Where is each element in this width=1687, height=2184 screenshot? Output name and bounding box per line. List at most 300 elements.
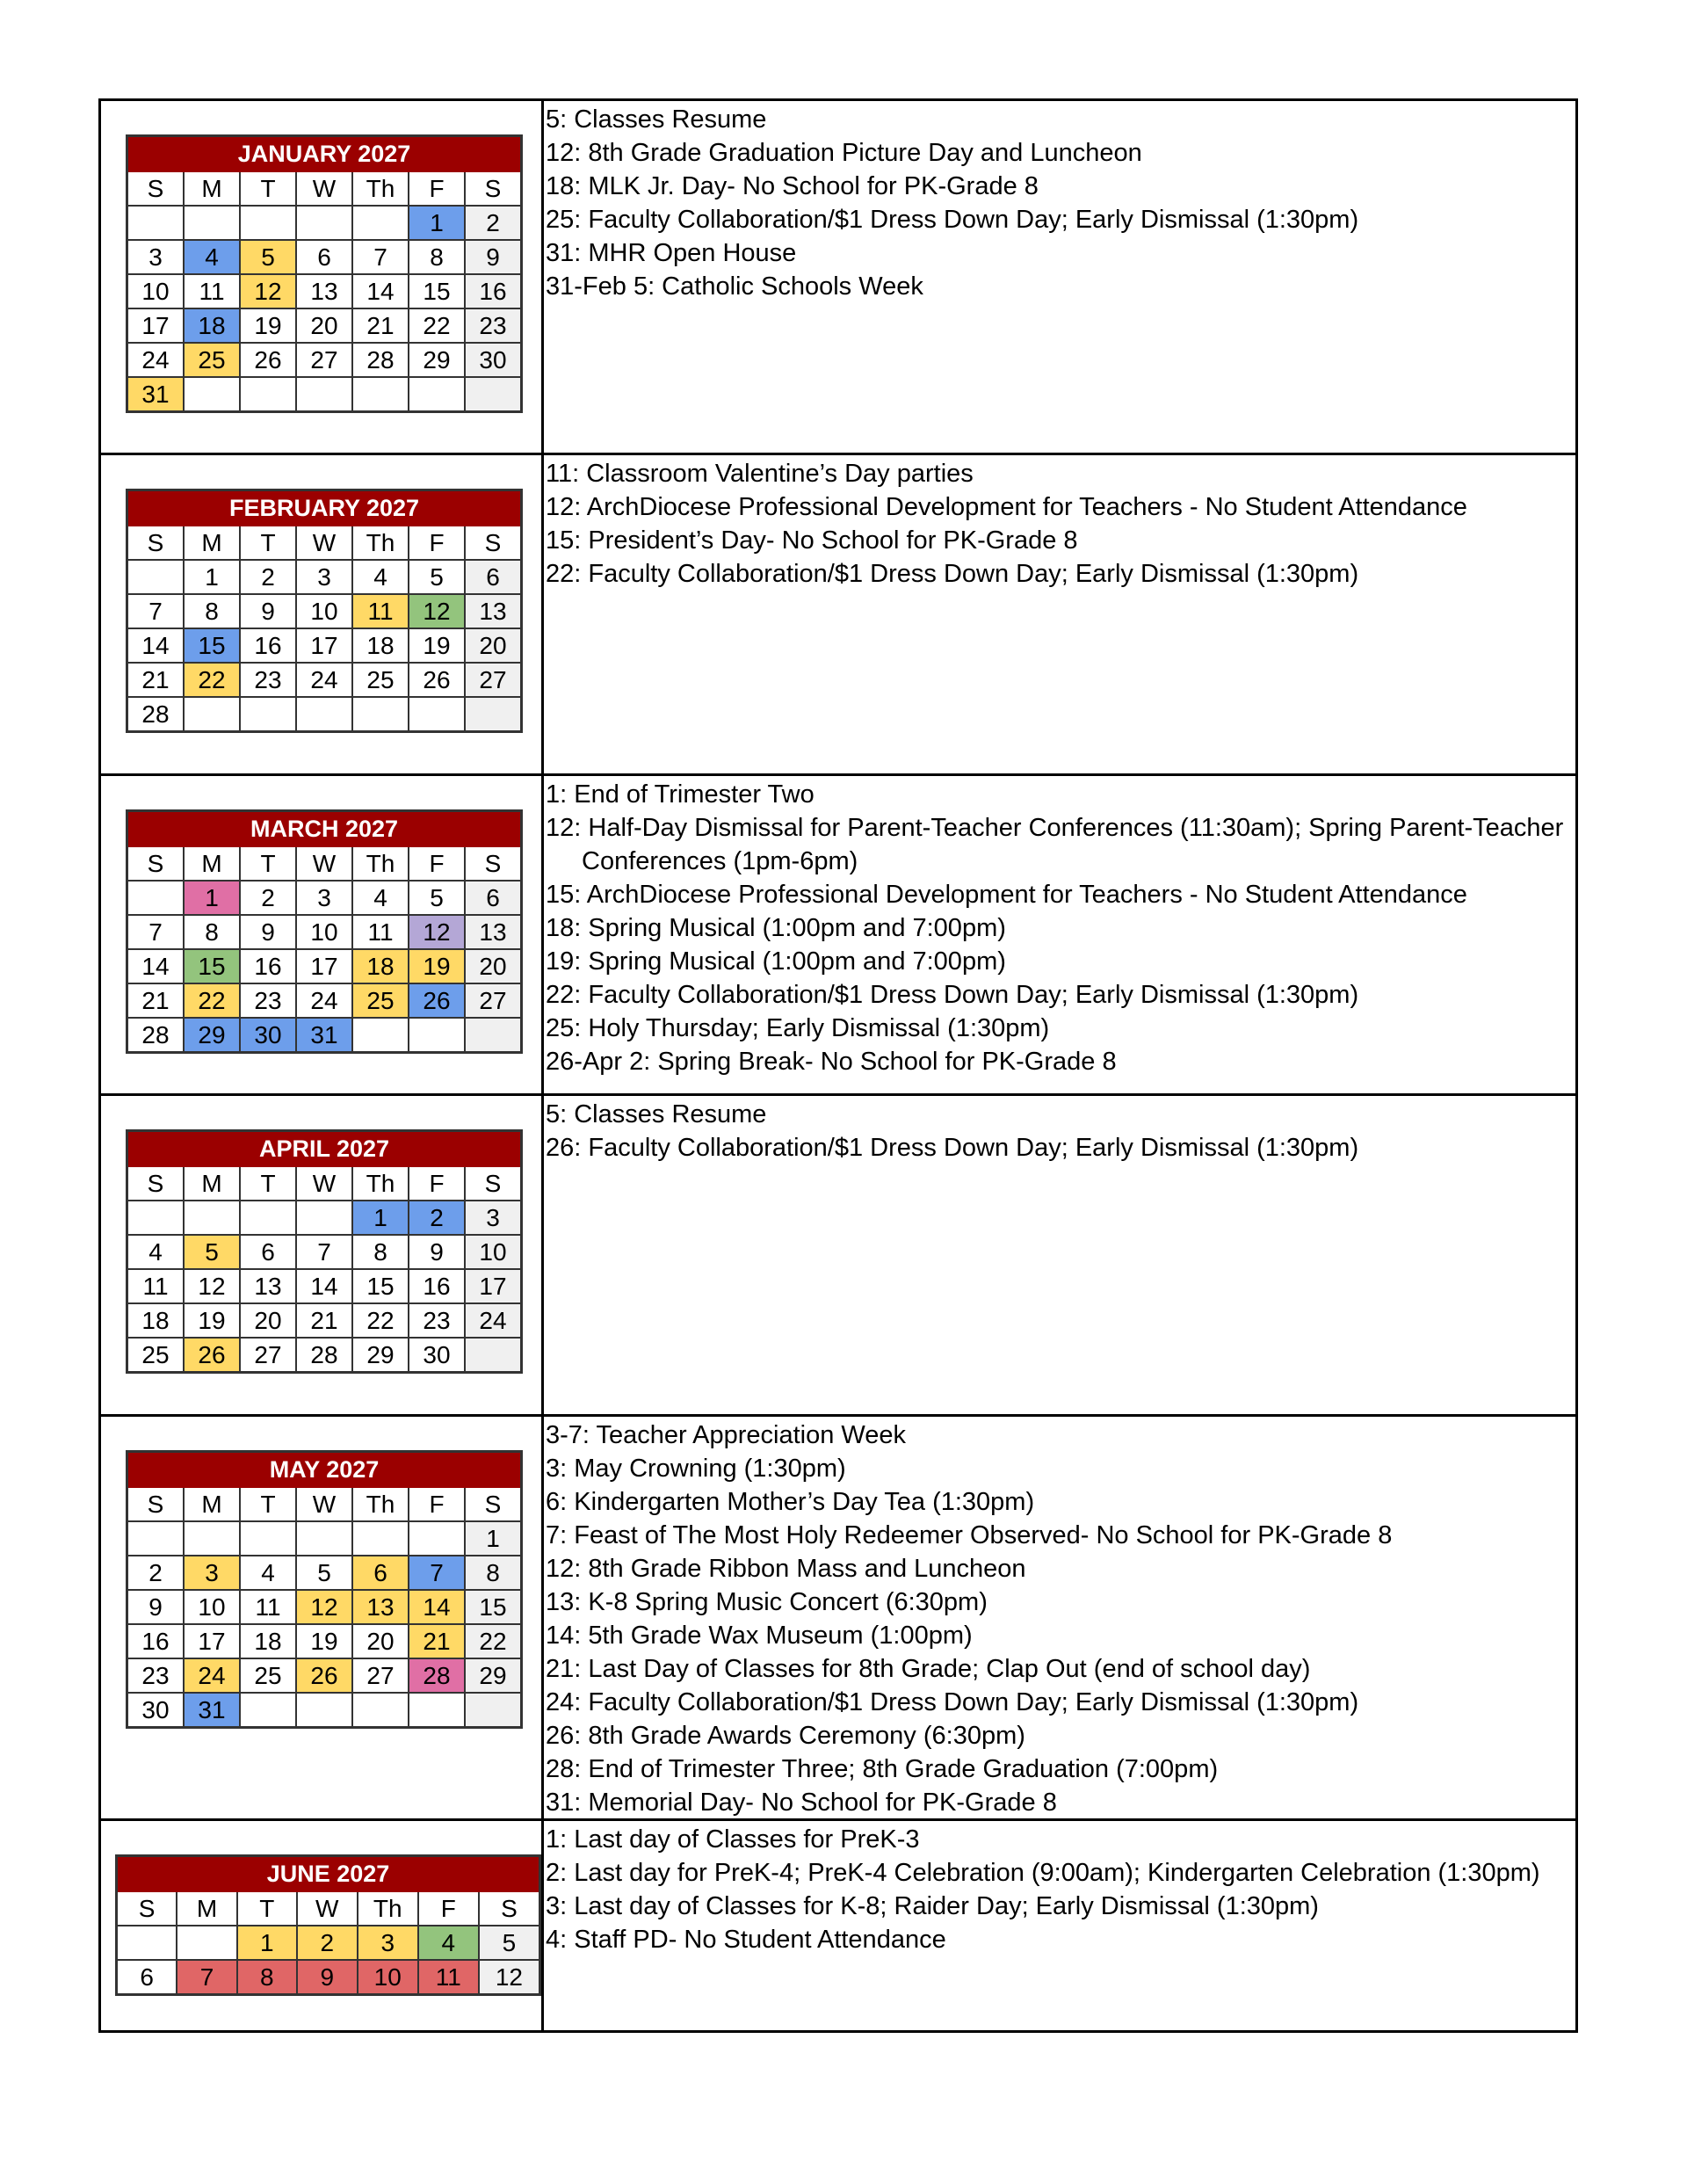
day-cell: 27 [296, 343, 352, 377]
weekday-header: W [296, 526, 352, 560]
day-cell: 26 [184, 1338, 240, 1373]
day-cell: 20 [352, 1624, 409, 1658]
weekday-header: S [127, 526, 185, 560]
day-cell: 19 [296, 1624, 352, 1658]
day-cell: 2 [240, 881, 296, 915]
weekday-header: Th [352, 171, 409, 206]
event-item: 5: Classes Resume [546, 1100, 767, 1128]
day-cell: 5 [296, 1556, 352, 1590]
day-cell: 11 [127, 1269, 185, 1303]
event-item: 3: Last day of Classes for K-8; Raider Day; Early Dismissal (1:30pm) [546, 1892, 1319, 1920]
day-cell: 22 [409, 308, 465, 343]
event-item: 19: Spring Musical (1:00pm and 7:00pm) [546, 947, 1006, 976]
day-cell: 12 [479, 1960, 540, 1995]
day-cell: 1 [184, 881, 240, 915]
event-item: 3-7: Teacher Appreciation Week [546, 1421, 907, 1449]
day-cell: 31 [127, 377, 185, 412]
day-cell: 16 [409, 1269, 465, 1303]
week-row [127, 1624, 522, 1658]
weekday-header: F [418, 1891, 479, 1926]
day-cell: 11 [352, 594, 409, 628]
empty-day-cell [117, 1926, 177, 1960]
event-item: 25: Holy Thursday; Early Dismissal (1:30pm) [546, 1014, 1050, 1042]
month-title: JANUARY 2027 [127, 136, 522, 172]
day-cell: 25 [352, 663, 409, 697]
day-cell: 6 [352, 1556, 409, 1590]
day-cell: 2 [127, 1556, 185, 1590]
empty-day-cell [352, 1018, 409, 1053]
weekday-header: S [117, 1891, 177, 1926]
event-item: 4: Staff PD- No Student Attendance [546, 1926, 946, 1954]
day-cell: 18 [127, 1303, 185, 1338]
empty-day-cell [184, 1201, 240, 1235]
day-cell: 8 [184, 915, 240, 949]
day-cell: 9 [240, 915, 296, 949]
week-row [127, 1338, 522, 1373]
weekday-header: F [409, 171, 465, 206]
weekday-header: T [240, 526, 296, 560]
day-cell: 21 [127, 983, 185, 1018]
event-item: 12: 8th Grade Graduation Picture Day and Luncheon [546, 139, 1142, 167]
empty-day-cell [296, 206, 352, 240]
event-item: 1: End of Trimester Two [546, 780, 815, 809]
day-cell: 8 [409, 240, 465, 274]
day-cell: 1 [237, 1926, 297, 1960]
day-cell: 2 [240, 560, 296, 594]
day-cell: 30 [127, 1693, 185, 1728]
event-item: 5: Classes Resume [546, 105, 767, 134]
day-cell: 1 [352, 1201, 409, 1235]
day-cell: 11 [352, 915, 409, 949]
empty-day-cell [240, 1201, 296, 1235]
day-cell: 24 [465, 1303, 522, 1338]
weekday-header: Th [352, 526, 409, 560]
day-cell: 27 [465, 983, 522, 1018]
day-cell: 22 [352, 1303, 409, 1338]
week-row [127, 594, 522, 628]
weekday-header: T [240, 846, 296, 881]
month-calendar-june [115, 1854, 541, 1996]
day-cell: 5 [409, 560, 465, 594]
day-cell: 24 [184, 1658, 240, 1693]
day-cell: 28 [127, 697, 185, 732]
day-cell: 6 [465, 560, 522, 594]
week-row [127, 274, 522, 308]
events-list-may [544, 1417, 1575, 1818]
day-cell: 19 [184, 1303, 240, 1338]
day-cell: 2 [409, 1201, 465, 1235]
empty-day-cell [465, 1693, 522, 1728]
calendar-cell-february [101, 455, 544, 773]
day-cell: 27 [465, 663, 522, 697]
weekday-header: M [184, 1166, 240, 1201]
empty-day-cell [352, 1521, 409, 1556]
weekday-header: Th [352, 1487, 409, 1521]
empty-day-cell [409, 377, 465, 412]
events-list-april [544, 1096, 1575, 1414]
week-row [127, 560, 522, 594]
week-row [127, 915, 522, 949]
event-item: 2: Last day for PreK-4; PreK-4 Celebration (9:00am); Kindergarten Celebration (1:30pm) [546, 1859, 1540, 1887]
day-cell: 4 [352, 881, 409, 915]
day-cell: 25 [184, 343, 240, 377]
week-row [127, 1235, 522, 1269]
event-item: 6: Kindergarten Mother’s Day Tea (1:30pm) [546, 1488, 1035, 1516]
day-cell: 14 [296, 1269, 352, 1303]
day-cell: 17 [127, 308, 185, 343]
day-cell: 23 [465, 308, 522, 343]
day-cell: 9 [127, 1590, 185, 1624]
weekday-header: W [296, 171, 352, 206]
day-cell: 7 [127, 594, 185, 628]
day-cell: 14 [409, 1590, 465, 1624]
event-item: 22: Faculty Collaboration/$1 Dress Down Day; Early Dismissal (1:30pm) [546, 560, 1359, 588]
day-cell: 6 [117, 1960, 177, 1995]
event-item: 7: Feast of The Most Holy Redeemer Observed- No School for PK-Grade 8 [546, 1521, 1393, 1549]
event-item: 31: MHR Open House [546, 239, 797, 267]
empty-day-cell [352, 206, 409, 240]
day-cell: 29 [184, 1018, 240, 1053]
empty-day-cell [127, 1521, 185, 1556]
day-cell: 2 [465, 206, 522, 240]
empty-day-cell [409, 1693, 465, 1728]
day-cell: 5 [479, 1926, 540, 1960]
day-cell: 7 [352, 240, 409, 274]
day-cell: 26 [240, 343, 296, 377]
day-cell: 12 [409, 915, 465, 949]
weekday-header: Th [352, 1166, 409, 1201]
month-calendar-march [126, 809, 523, 1054]
weekday-header: W [297, 1891, 358, 1926]
day-cell: 9 [240, 594, 296, 628]
day-cell: 15 [465, 1590, 522, 1624]
day-cell: 16 [465, 274, 522, 308]
day-cell: 27 [352, 1658, 409, 1693]
day-cell: 22 [465, 1624, 522, 1658]
event-item: 26: 8th Grade Awards Ceremony (6:30pm) [546, 1722, 1025, 1750]
empty-day-cell [296, 1693, 352, 1728]
event-item: 12: 8th Grade Ribbon Mass and Luncheon [546, 1555, 1026, 1583]
calendar-cell-march [101, 776, 544, 1093]
month-title: MARCH 2027 [127, 811, 522, 847]
empty-day-cell [296, 697, 352, 732]
day-cell: 11 [240, 1590, 296, 1624]
empty-day-cell [296, 1201, 352, 1235]
day-cell: 14 [352, 274, 409, 308]
day-cell: 15 [409, 274, 465, 308]
weekday-header: S [465, 1487, 522, 1521]
empty-day-cell [409, 1521, 465, 1556]
day-cell: 8 [184, 594, 240, 628]
day-cell: 12 [184, 1269, 240, 1303]
calendar-cell-april [101, 1096, 544, 1414]
day-cell: 4 [240, 1556, 296, 1590]
day-cell: 7 [127, 915, 185, 949]
day-cell: 16 [240, 628, 296, 663]
weekday-header: S [127, 1487, 185, 1521]
day-cell: 25 [352, 983, 409, 1018]
day-cell: 1 [184, 560, 240, 594]
day-cell: 31 [296, 1018, 352, 1053]
weekday-header: S [465, 846, 522, 881]
day-cell: 17 [184, 1624, 240, 1658]
empty-day-cell [296, 377, 352, 412]
week-row [127, 881, 522, 915]
day-cell: 24 [296, 663, 352, 697]
day-cell: 26 [409, 663, 465, 697]
week-row [127, 663, 522, 697]
day-cell: 1 [465, 1521, 522, 1556]
events-list-january [544, 101, 1575, 453]
day-cell: 3 [358, 1926, 418, 1960]
month-calendar-april [126, 1129, 523, 1374]
weekday-header: F [409, 1166, 465, 1201]
week-row [127, 343, 522, 377]
day-cell: 8 [465, 1556, 522, 1590]
empty-day-cell [127, 881, 185, 915]
week-row [127, 1018, 522, 1053]
event-item: 31-Feb 5: Catholic Schools Week [546, 272, 923, 301]
empty-day-cell [352, 377, 409, 412]
week-row [117, 1926, 540, 1960]
week-row [127, 1556, 522, 1590]
event-item: 13: K-8 Spring Music Concert (6:30pm) [546, 1588, 988, 1616]
day-cell: 11 [418, 1960, 479, 1995]
day-cell: 17 [465, 1269, 522, 1303]
weekday-header: W [296, 846, 352, 881]
event-item: 15: ArchDiocese Professional Development for Teachers - No Student Attendance [546, 881, 1467, 909]
week-row [117, 1960, 540, 1995]
day-cell: 12 [296, 1590, 352, 1624]
day-cell: 13 [352, 1590, 409, 1624]
empty-day-cell [296, 1521, 352, 1556]
empty-day-cell [409, 1018, 465, 1053]
day-cell: 4 [127, 1235, 185, 1269]
day-cell: 21 [296, 1303, 352, 1338]
day-cell: 23 [240, 983, 296, 1018]
weekday-header: F [409, 526, 465, 560]
weekday-header: S [465, 1166, 522, 1201]
events-list-june [544, 1821, 1575, 2033]
day-cell: 13 [296, 274, 352, 308]
weekday-header: T [240, 171, 296, 206]
week-row [127, 1658, 522, 1693]
calendar-page [98, 98, 1578, 2033]
weekday-header: W [296, 1487, 352, 1521]
day-cell: 8 [352, 1235, 409, 1269]
week-row [127, 1590, 522, 1624]
event-item: 25: Faculty Collaboration/$1 Dress Down Day; Early Dismissal (1:30pm) [546, 206, 1359, 234]
week-row [127, 377, 522, 412]
event-item: 28: End of Trimester Three; 8th Grade Graduation (7:00pm) [546, 1755, 1219, 1783]
day-cell: 18 [352, 628, 409, 663]
day-cell: 28 [352, 343, 409, 377]
events-list-february [544, 455, 1575, 773]
day-cell: 18 [184, 308, 240, 343]
empty-day-cell [240, 1521, 296, 1556]
day-cell: 19 [409, 949, 465, 983]
calendar-cell-may [101, 1417, 544, 1818]
weekday-header: M [184, 171, 240, 206]
week-row [127, 697, 522, 732]
month-calendar-may [126, 1450, 523, 1729]
day-cell: 3 [296, 881, 352, 915]
day-cell: 24 [127, 343, 185, 377]
day-cell: 12 [240, 274, 296, 308]
day-cell: 5 [240, 240, 296, 274]
weekday-header: W [296, 1166, 352, 1201]
weekday-header: S [465, 526, 522, 560]
day-cell: 13 [240, 1269, 296, 1303]
week-row [127, 206, 522, 240]
day-cell: 15 [352, 1269, 409, 1303]
day-cell: 10 [127, 274, 185, 308]
day-cell: 6 [465, 881, 522, 915]
weekday-header: F [409, 846, 465, 881]
day-cell: 23 [409, 1303, 465, 1338]
day-cell: 25 [240, 1658, 296, 1693]
week-row [127, 628, 522, 663]
empty-day-cell [352, 697, 409, 732]
day-cell: 28 [296, 1338, 352, 1373]
empty-day-cell [240, 697, 296, 732]
day-cell: 29 [352, 1338, 409, 1373]
week-row [127, 308, 522, 343]
day-cell: 30 [465, 343, 522, 377]
empty-day-cell [465, 377, 522, 412]
day-cell: 29 [409, 343, 465, 377]
day-cell: 7 [296, 1235, 352, 1269]
empty-day-cell [465, 697, 522, 732]
day-cell: 16 [127, 1624, 185, 1658]
empty-day-cell [409, 697, 465, 732]
empty-day-cell [465, 1338, 522, 1373]
day-cell: 27 [240, 1338, 296, 1373]
day-cell: 29 [465, 1658, 522, 1693]
event-item: 26-Apr 2: Spring Break- No School for PK-Grade 8 [546, 1048, 1117, 1076]
day-cell: 6 [296, 240, 352, 274]
weekday-header: T [237, 1891, 297, 1926]
day-cell: 13 [465, 594, 522, 628]
event-item: 31: Memorial Day- No School for PK-Grade 8 [546, 1789, 1057, 1817]
week-row [127, 1201, 522, 1235]
day-cell: 7 [409, 1556, 465, 1590]
day-cell: 25 [127, 1338, 185, 1373]
empty-day-cell [352, 1693, 409, 1728]
weekday-header: T [240, 1166, 296, 1201]
day-cell: 11 [184, 274, 240, 308]
weekday-header: T [240, 1487, 296, 1521]
calendar-cell-january [101, 101, 544, 453]
day-cell: 21 [127, 663, 185, 697]
empty-day-cell [127, 1201, 185, 1235]
day-cell: 20 [296, 308, 352, 343]
day-cell: 20 [465, 628, 522, 663]
weekday-header: M [184, 1487, 240, 1521]
month-row-april [101, 1096, 1575, 1417]
event-item: 12: ArchDiocese Professional Development for Teachers - No Student Attendance [546, 493, 1467, 521]
month-calendar-february [126, 489, 523, 733]
day-cell: 3 [465, 1201, 522, 1235]
event-item: 15: President’s Day- No School for PK-Grade 8 [546, 526, 1078, 555]
day-cell: 10 [358, 1960, 418, 1995]
event-item: 1: Last day of Classes for PreK-3 [546, 1825, 920, 1854]
month-row-may [101, 1417, 1575, 1821]
day-cell: 18 [240, 1624, 296, 1658]
day-cell: 12 [409, 594, 465, 628]
day-cell: 21 [352, 308, 409, 343]
day-cell: 9 [297, 1960, 358, 1995]
month-calendar-january [126, 134, 523, 413]
day-cell: 9 [409, 1235, 465, 1269]
day-cell: 7 [177, 1960, 237, 1995]
day-cell: 4 [418, 1926, 479, 1960]
day-cell: 30 [240, 1018, 296, 1053]
day-cell: 20 [240, 1303, 296, 1338]
day-cell: 10 [296, 915, 352, 949]
week-row [127, 949, 522, 983]
day-cell: 5 [409, 881, 465, 915]
month-title: JUNE 2027 [117, 1856, 540, 1892]
empty-day-cell [240, 377, 296, 412]
day-cell: 18 [352, 949, 409, 983]
day-cell: 22 [184, 983, 240, 1018]
day-cell: 28 [409, 1658, 465, 1693]
day-cell: 10 [296, 594, 352, 628]
event-item: Conferences (1pm-6pm) [582, 847, 858, 875]
calendar-cell-june [101, 1821, 544, 2033]
weekday-header: S [127, 171, 185, 206]
empty-day-cell [184, 1521, 240, 1556]
day-cell: 13 [465, 915, 522, 949]
week-row [127, 983, 522, 1018]
day-cell: 26 [409, 983, 465, 1018]
event-item: 18: MLK Jr. Day- No School for PK-Grade 8 [546, 172, 1039, 200]
day-cell: 23 [127, 1658, 185, 1693]
day-cell: 14 [127, 628, 185, 663]
day-cell: 2 [297, 1926, 358, 1960]
day-cell: 20 [465, 949, 522, 983]
event-item: 24: Faculty Collaboration/$1 Dress Down Day; Early Dismissal (1:30pm) [546, 1688, 1359, 1716]
empty-day-cell [465, 1018, 522, 1053]
day-cell: 24 [296, 983, 352, 1018]
event-item: 21: Last Day of Classes for 8th Grade; Clap Out (end of school day) [546, 1655, 1311, 1683]
day-cell: 23 [240, 663, 296, 697]
month-row-february [101, 455, 1575, 776]
weekday-header: Th [352, 846, 409, 881]
day-cell: 17 [296, 628, 352, 663]
day-cell: 4 [352, 560, 409, 594]
month-row-january [101, 101, 1575, 455]
day-cell: 17 [296, 949, 352, 983]
empty-day-cell [127, 206, 185, 240]
week-row [127, 240, 522, 274]
event-item: 11: Classroom Valentine’s Day parties [546, 460, 974, 488]
weekday-header: M [177, 1891, 237, 1926]
month-row-march [101, 776, 1575, 1096]
weekday-header: S [127, 1166, 185, 1201]
day-cell: 22 [184, 663, 240, 697]
weekday-header: S [465, 171, 522, 206]
day-cell: 16 [240, 949, 296, 983]
event-item: 22: Faculty Collaboration/$1 Dress Down Day; Early Dismissal (1:30pm) [546, 981, 1359, 1009]
empty-day-cell [184, 377, 240, 412]
day-cell: 6 [240, 1235, 296, 1269]
day-cell: 10 [184, 1590, 240, 1624]
week-row [127, 1693, 522, 1728]
day-cell: 3 [296, 560, 352, 594]
month-title: FEBRUARY 2027 [127, 490, 522, 526]
